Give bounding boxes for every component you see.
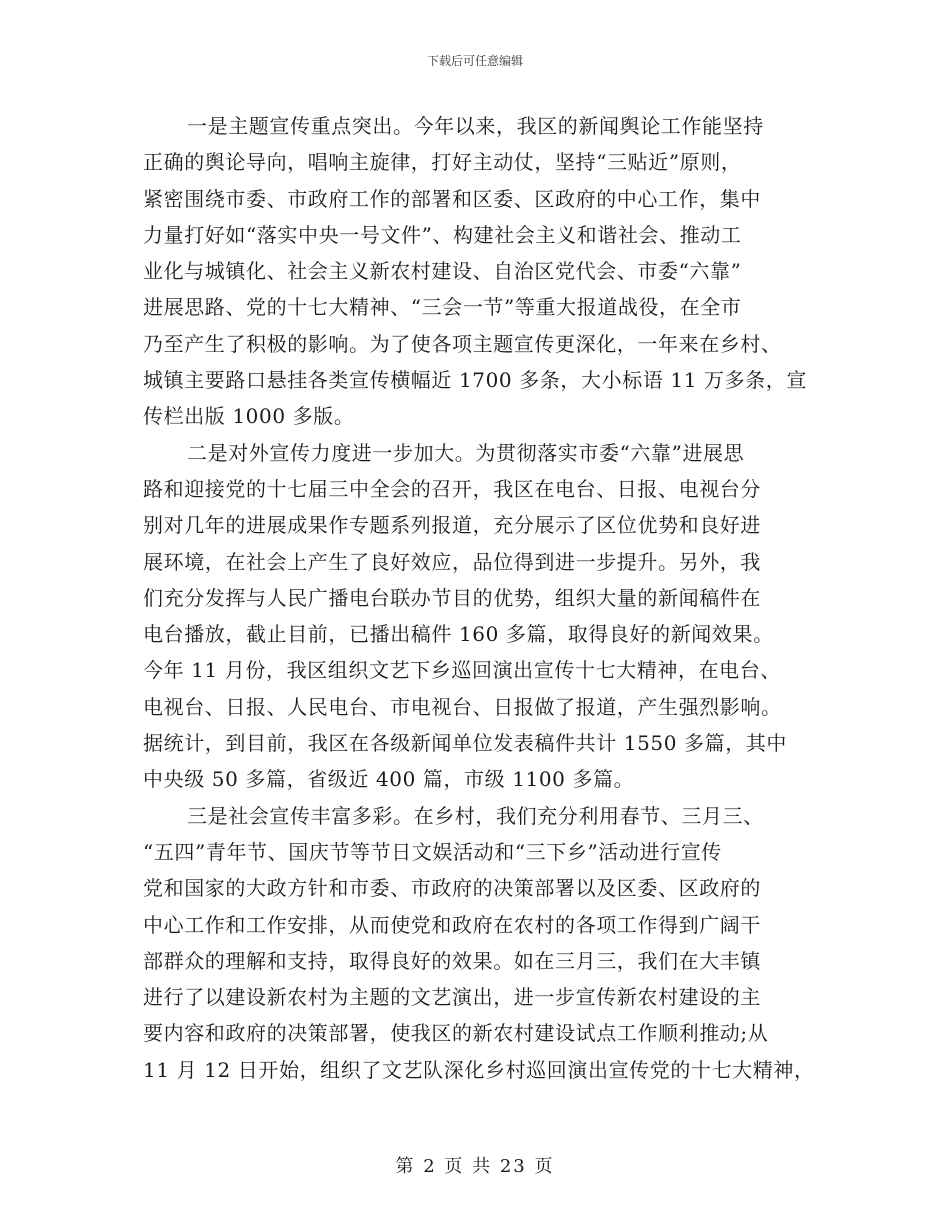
text-line: 传栏出版 1000 多版。 (143, 404, 355, 429)
text-line: 力量打好如“落实中央一号文件”、构建社会主义和谐社会、推动工 (143, 222, 742, 247)
text-line: 据统计，到目前，我区在各级新闻单位发表稿件共计 1550 多篇，其中 (143, 731, 788, 756)
text-line: 别对几年的进展成果作专题系列报道，充分展示了区位优势和良好进 (143, 513, 761, 538)
text-line: “五四”青年节、国庆节等节日文娱活动和“三下乡”活动进行宣传 (143, 839, 722, 864)
text-line: 乃至产生了积极的影响。为了使各项主题宣传更深化，一年来在乡村、 (143, 331, 782, 356)
text-line: 中央级 50 多篇，省级近 400 篇，市级 1100 多篇。 (143, 767, 635, 792)
text-line: 二是对外宣传力度进一步加大。为贯彻落实市委“六靠”进展思 (187, 440, 745, 465)
text-line: 电视台、日报、人民电台、市电视台、日报做了报道，产生强烈影响。 (143, 694, 782, 719)
text-line: 今年 11 月份，我区组织文艺下乡巡回演出宣传十七大精神，在电台、 (143, 658, 781, 683)
text-line: 展环境，在社会上产生了良好效应，品位得到进一步提升。另外，我 (143, 549, 761, 574)
paragraph-social-publicity (143, 798, 823, 1088)
text-line: 业化与城镇化、社会主义新农村建设、自治区党代会、市委“六靠” (143, 259, 742, 284)
text-line: 要内容和政府的决策部署，使我区的新农村建设试点工作顺利推动;从 (143, 1021, 769, 1046)
text-line: 电台播放，截止目前，已播出稿件 160 多篇，取得良好的新闻效果。 (143, 622, 774, 647)
text-line: 11 月 12 日开始，组织了文艺队深化乡村巡回演出宣传党的十七大精神， (143, 1057, 815, 1082)
page-number-footer: 第 2 页 共 23 页 (395, 1156, 555, 1177)
text-line: 路和迎接党的十七届三中全会的召开，我区在电台、日报、电视台分 (143, 476, 761, 501)
text-line: 们充分发挥与人民广播电台联办节目的优势，组织大量的新闻稿件在 (143, 585, 761, 610)
text-line: 中心工作和工作安排，从而使党和政府在农村的各项工作得到广阔干 (143, 912, 761, 937)
document-body (143, 108, 823, 1088)
text-line: 正确的舆论导向，唱响主旋律，打好主动仗，坚持“三贴近”原则， (143, 150, 742, 175)
paragraph-theme-publicity (143, 108, 823, 435)
text-line: 部群众的理解和支持，取得良好的效果。如在三月三，我们在大丰镇 (143, 948, 761, 973)
text-line: 一是主题宣传重点突出。今年以来，我区的新闻舆论工作能坚持 (187, 114, 764, 138)
text-line: 紧密围绕市委、市政府工作的部署和区委、区政府的中心工作，集中 (143, 186, 761, 211)
text-line: 三是社会宣传丰富多彩。在乡村，我们充分利用春节、三月三、 (187, 803, 764, 828)
text-line: 党和国家的大政方针和市委、市政府的决策部署以及区委、区政府的 (143, 876, 761, 901)
text-line: 进行了以建设新农村为主题的文艺演出，进一步宣传新农村建设的主 (143, 985, 761, 1010)
paragraph-external-publicity (143, 435, 823, 798)
page-header: 下载后可任意编辑 (426, 54, 523, 68)
text-line: 进展思路、党的十七大精神、“三会一节”等重大报道战役，在全市 (143, 295, 742, 320)
text-line: 城镇主要路口悬挂各类宣传横幅近 1700 多条，大小标语 11 万多条，宣 (143, 368, 807, 393)
